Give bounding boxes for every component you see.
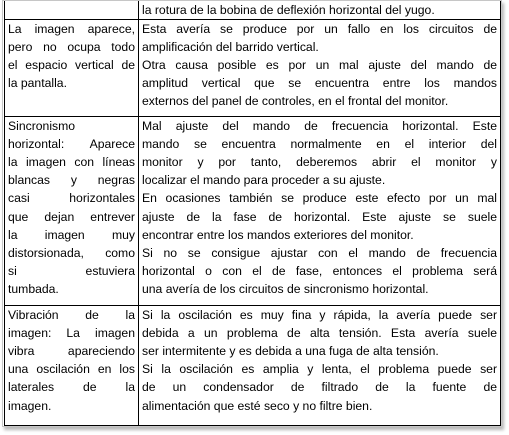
cause-line: debida a un problema de alta tensión. Esta avería suele xyxy=(142,326,497,341)
cause-line: monitor y por tanto, deberemos abrir el monitor y xyxy=(142,155,497,170)
cause-line: una avería de los circuitos de sincronismo horizontal. xyxy=(142,281,429,296)
cause-line: externos del panel de controles, en el frontal del monitor. xyxy=(142,94,449,109)
document-frame xyxy=(2,0,502,427)
symptom-line: el espacio vertical de xyxy=(8,58,135,73)
cause-cell xyxy=(139,306,501,426)
cause-line: ajuste de la fase de horizontal. Este ajuste se suele xyxy=(142,209,497,224)
cause-line: localizar el mando para proceder a su ajuste. xyxy=(142,173,386,188)
symptom-line: la imagen con líneas xyxy=(8,155,135,170)
cause-line: amplificación del barrido vertical. xyxy=(142,40,319,55)
symptom-line: La imagen aparece, xyxy=(8,22,135,37)
cause-line: de un condensador de filtrado de la fuente de xyxy=(142,380,497,395)
symptom-line: casi horizontales xyxy=(8,191,135,206)
symptom-cell xyxy=(5,117,139,306)
cause-line: la rotura de la bobina de deflexión horizontal del yugo. xyxy=(142,3,435,17)
symptom-line: horizontal: Aparece xyxy=(8,137,135,152)
table-row xyxy=(5,20,501,117)
symptom-line: vibra apareciendo xyxy=(8,344,135,359)
symptom-line: imagen. xyxy=(8,398,52,413)
symptom-line: la imagen muy xyxy=(8,227,135,242)
symptom-line: que dejan entrever xyxy=(8,209,135,224)
cause-line: Si no se consigue ajustar con el mando de frecuencia xyxy=(142,245,497,260)
symptom-line: blancas y negras xyxy=(8,173,135,188)
cause-line: mando se encuentra normalmente en el interior del xyxy=(142,137,497,152)
symptom-line: imagen: La imagen xyxy=(8,326,135,341)
cause-line: Otra causa posible es por un mal ajuste del mando de xyxy=(142,58,497,73)
symptom-line: si estuviera xyxy=(8,263,135,278)
cause-line: encontrar entre los mandos exteriores del monitor. xyxy=(142,227,414,242)
cause-line: Mal ajuste del mando de frecuencia horizontal. Este xyxy=(142,119,497,134)
cause-line: Si la oscilación es muy fina y rápida, la avería puede ser xyxy=(142,308,497,323)
cause-line: amplitud vertical que se encuentra entre los mandos xyxy=(142,76,497,91)
symptom-line: pero no ocupa todo xyxy=(8,40,135,55)
cause-line: ser intermitente y es debida a una fuga de alta tensión. xyxy=(142,344,439,359)
table-row xyxy=(5,117,501,306)
cause-line: Si la oscilación es amplia y lenta, el problema puede ser xyxy=(142,362,497,377)
cause-line: horizontal o con el de fase, entonces el problema será xyxy=(142,263,497,278)
table-row xyxy=(5,306,501,426)
symptom-line: Vibración de la xyxy=(8,308,135,323)
symptom-line: distorsionada, como xyxy=(8,245,135,260)
table-body xyxy=(5,1,501,426)
cause-line: En ocasiones también se produce este efecto por un mal xyxy=(142,191,497,206)
symptom-cell xyxy=(5,306,139,426)
table-row xyxy=(5,1,501,20)
symptom-cell xyxy=(5,1,139,20)
cause-line: alimentación que esté seco y no filtre bien. xyxy=(142,398,373,413)
symptom-line: laterales de la xyxy=(8,380,135,395)
cause-line: Esta avería se produce por un fallo en los circuitos de xyxy=(142,22,497,37)
symptom-cell xyxy=(5,20,139,117)
cause-cell xyxy=(139,1,501,20)
symptom-line: Sincronismo xyxy=(8,119,76,134)
symptom-line: la pantalla. xyxy=(8,76,67,91)
troubleshooting-table xyxy=(4,0,501,426)
cause-cell xyxy=(139,20,501,117)
cause-cell xyxy=(139,117,501,306)
symptom-line: tumbada. xyxy=(8,281,59,296)
symptom-line: una oscilación en los xyxy=(8,362,135,377)
